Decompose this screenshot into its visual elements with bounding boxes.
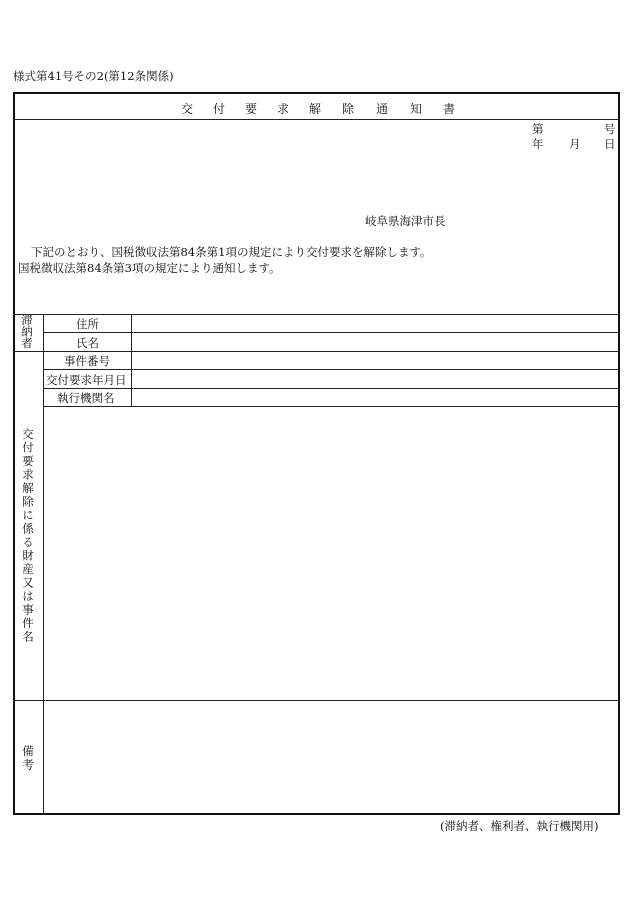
row-line-2 [13, 351, 618, 352]
footer-note: (滞納者、権利者、執行機関用) [440, 819, 599, 833]
title-char-2: 付 [213, 102, 226, 116]
title-char-5: 解 [309, 102, 322, 116]
title-char-9: 書 [443, 102, 456, 116]
remarks-top-line [13, 700, 618, 701]
property-label: 交付要求解除に係る財産又は事件名 [21, 428, 35, 644]
title-char-6: 除 [342, 102, 355, 116]
address-label: 住所 [76, 317, 99, 331]
name-label: 氏名 [76, 336, 99, 350]
body-line-1: 下記のとおり、国税徴収法第84条第1項の規定により交付要求を解除します。 [31, 245, 432, 259]
value-column-line [131, 314, 132, 407]
taxpayer-label: 滞納者 [20, 314, 34, 349]
day-label: 日 [604, 137, 616, 151]
form-frame [13, 92, 620, 815]
label-column-line [43, 314, 44, 813]
title-char-7: 通 [376, 102, 389, 116]
month-label: 月 [569, 137, 581, 151]
year-label: 年 [532, 137, 544, 151]
title-char-1: 交 [181, 102, 194, 116]
table-top-line [13, 314, 618, 315]
case-number-label: 事件番号 [64, 354, 110, 368]
title-char-4: 求 [277, 102, 290, 116]
title-char-8: 知 [410, 102, 423, 116]
request-date-label: 交付要求年月日 [46, 373, 127, 387]
number-label: 第 [532, 122, 544, 136]
number-suffix: 号 [604, 122, 616, 136]
agency-label: 執行機関名 [57, 391, 115, 405]
title-divider [13, 119, 618, 120]
body-line-2: 国税徴収法第84条第3項の規定により通知します。 [18, 261, 281, 275]
issuer: 岐阜県海津市長 [365, 214, 446, 228]
title-char-3: 要 [245, 102, 258, 116]
form-number: 様式第41号その2(第12条関係) [13, 69, 174, 83]
remarks-label: 備考 [21, 745, 35, 772]
